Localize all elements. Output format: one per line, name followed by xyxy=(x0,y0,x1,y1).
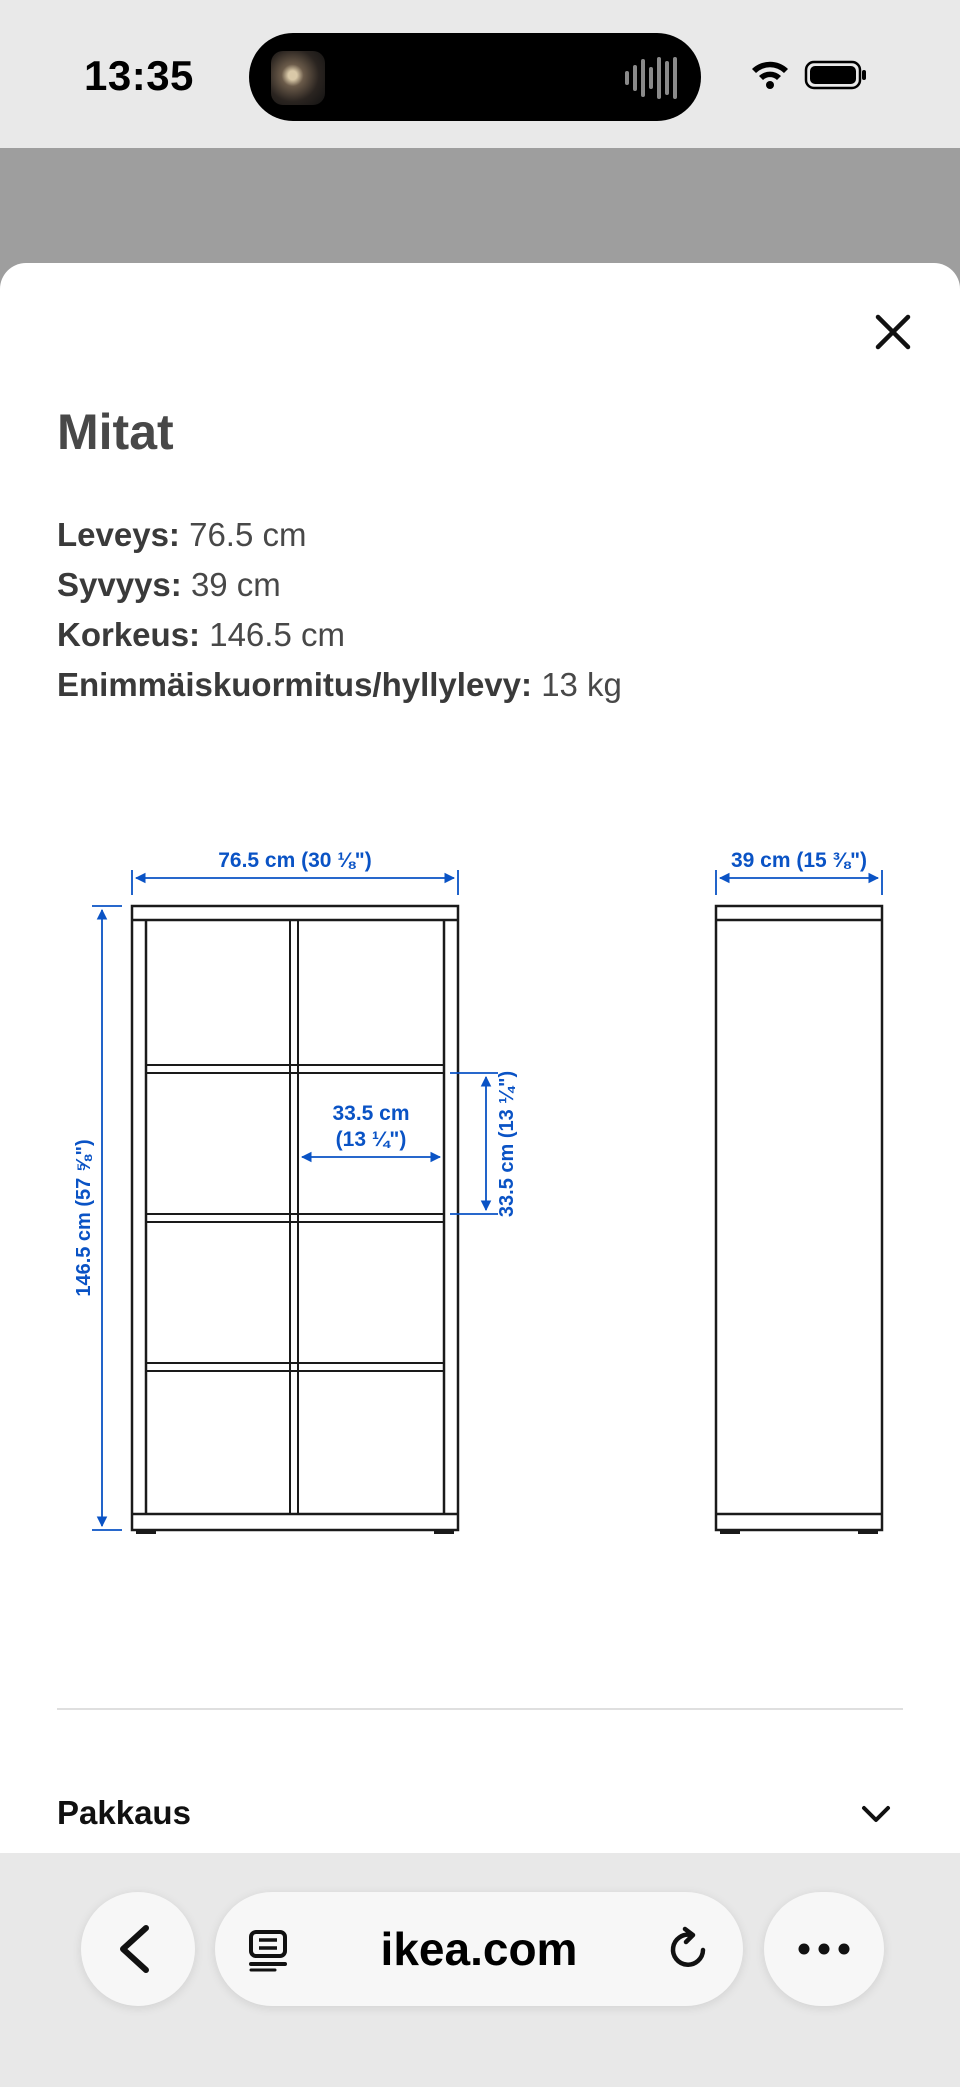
width-dimension xyxy=(132,870,458,895)
status-icons xyxy=(750,58,870,92)
battery-icon xyxy=(806,62,866,88)
spec-label: Enimmäiskuormitus/hyllylevy: xyxy=(57,666,533,703)
spec-value: 146.5 cm xyxy=(209,616,345,653)
spec-label: Syvyys: xyxy=(57,566,182,603)
now-playing-artwork xyxy=(271,51,325,105)
address-bar[interactable] xyxy=(215,1892,743,2006)
shelf-front-view xyxy=(132,906,458,1534)
height-label: 146.5 cm (57 ⅝") xyxy=(73,1139,95,1297)
width-label: 76.5 cm (30 ⅛") xyxy=(218,849,372,872)
spec-row-height xyxy=(57,610,622,660)
status-time: 13:35 xyxy=(84,52,194,99)
status-bar xyxy=(0,0,960,148)
section-divider xyxy=(57,1708,903,1710)
depth-dimension xyxy=(716,870,882,895)
wifi-icon xyxy=(752,62,788,89)
cell-width-label-line1: 33.5 cm xyxy=(332,1102,410,1125)
dynamic-island[interactable] xyxy=(249,33,701,121)
dimension-specs xyxy=(57,510,622,710)
packaging-accordion[interactable] xyxy=(57,1780,903,1850)
shelf-side-view xyxy=(716,906,882,1534)
spec-value: 13 kg xyxy=(541,666,622,703)
height-dimension xyxy=(92,906,122,1530)
sheet-title: Mitat xyxy=(57,404,174,460)
chevron-down-icon xyxy=(859,1802,893,1826)
spec-label: Leveys: xyxy=(57,516,180,553)
spec-row-depth xyxy=(57,560,622,610)
close-icon[interactable] xyxy=(866,305,920,359)
dimension-drawing xyxy=(0,820,960,1560)
reload-icon[interactable] xyxy=(665,1926,711,1972)
back-button[interactable] xyxy=(81,1892,195,2006)
spec-value: 76.5 cm xyxy=(189,516,307,553)
audio-wave-icon xyxy=(623,55,679,101)
more-icon xyxy=(764,1892,884,2006)
url-text[interactable]: ikea.com xyxy=(380,1923,578,1975)
back-icon xyxy=(81,1892,195,2006)
spec-row-width xyxy=(57,510,622,560)
cell-height-label: 33.5 cm (13 ¼") xyxy=(496,1070,518,1218)
more-button[interactable] xyxy=(764,1892,884,2006)
spec-row-max-load xyxy=(57,660,622,710)
depth-label: 39 cm (15 ⅜") xyxy=(730,849,868,872)
cell-width-label-line2: (13 ¼") xyxy=(335,1128,407,1151)
spec-value: 39 cm xyxy=(190,566,281,603)
accordion-label: Pakkaus xyxy=(57,1794,191,1831)
spec-label: Korkeus: xyxy=(57,616,201,653)
